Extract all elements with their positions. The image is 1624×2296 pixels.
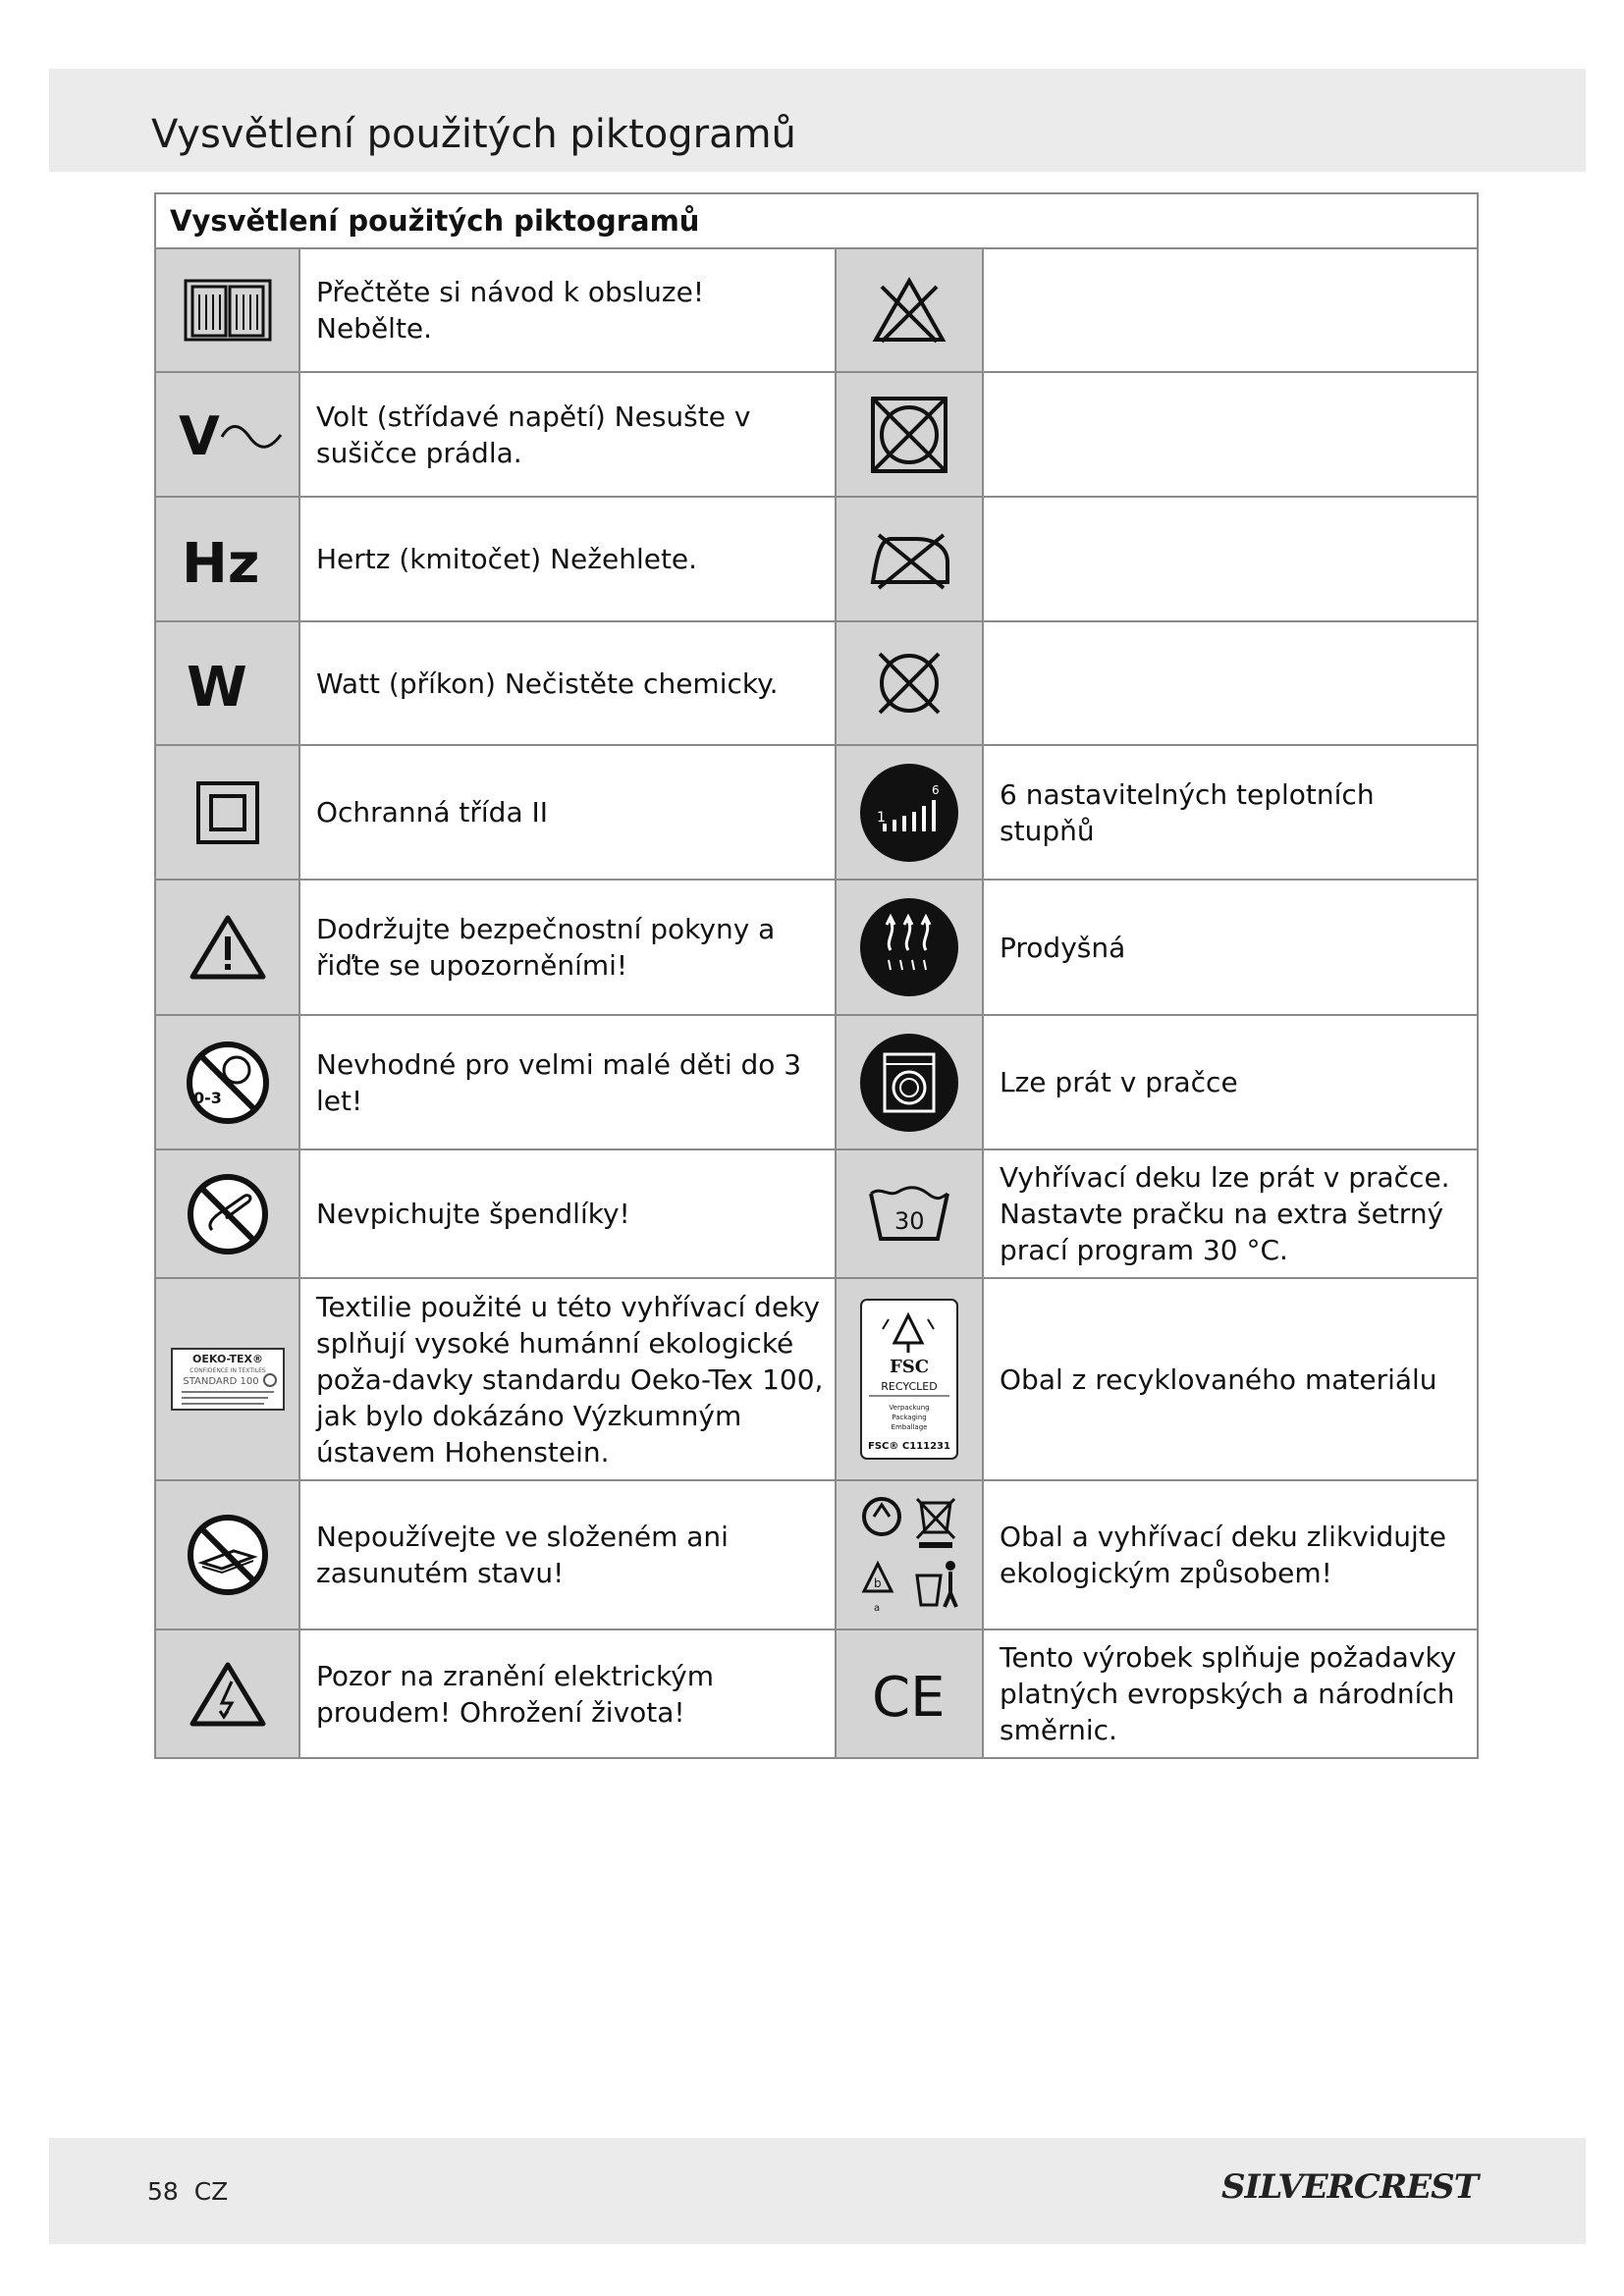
manual-book-icon [155, 248, 299, 372]
svg-text:Packaging: Packaging [892, 1414, 927, 1421]
row-text: Tento výrobek splňuje požadavky platných evropských a národních směrnic. [983, 1629, 1478, 1758]
not-for-infants-icon [155, 1015, 299, 1149]
table-row [155, 880, 1478, 1015]
no-iron-icon [836, 497, 983, 621]
watt-icon [155, 621, 299, 745]
page-title: Vysvětlení použitých piktogramů [151, 112, 796, 157]
table-row [155, 621, 1478, 745]
warning-triangle-icon [155, 880, 299, 1015]
row-text: Prodyšná [983, 880, 1478, 1015]
table-row [155, 745, 1478, 880]
wash-30-icon [836, 1149, 983, 1278]
no-bleach-icon [836, 248, 983, 372]
volt-ac-icon [155, 372, 299, 497]
table-row [155, 1015, 1478, 1149]
svg-text:RECYCLED: RECYCLED [881, 1380, 938, 1393]
row-text: Nevhodné pro velmi malé děti do 3 let! [299, 1015, 836, 1149]
electric-shock-warning-icon [155, 1629, 299, 1758]
svg-text:FSC® C111231: FSC® C111231 [868, 1441, 950, 1452]
table-row [155, 1629, 1478, 1758]
svg-text:OEKO-TEX®: OEKO-TEX® [191, 1353, 263, 1365]
protection-class-ii-icon [155, 745, 299, 880]
temperature-levels-icon [836, 745, 983, 880]
svg-text:CONFIDENCE IN TEXTILES: CONFIDENCE IN TEXTILES [189, 1367, 266, 1374]
row-text [983, 621, 1478, 745]
recycling-disposal-icon [836, 1480, 983, 1629]
svg-text:W: W [186, 656, 247, 716]
svg-text:0-3: 0-3 [192, 1088, 222, 1107]
svg-text:a: a [874, 1603, 881, 1614]
row-text: Volt (střídavé napětí) Nesušte v sušičce prádla. [299, 372, 836, 497]
row-text [983, 497, 1478, 621]
washing-machine-icon [836, 1015, 983, 1149]
oeko-tex-label-icon [155, 1278, 299, 1480]
brand-logo: SILVERCREST [1221, 2167, 1478, 2207]
table-row [155, 372, 1478, 497]
row-text: Obal z recyklovaného materiálu [983, 1278, 1478, 1480]
svg-text:CE: CE [872, 1665, 946, 1724]
row-text [983, 248, 1478, 372]
svg-text:STANDARD 100: STANDARD 100 [182, 1376, 259, 1387]
row-text: Ochranná třída II [299, 745, 836, 880]
row-text: Pozor na zranění elektrickým proudem! Ohrožení života! [299, 1629, 836, 1758]
row-text: Lze prát v pračce [983, 1015, 1478, 1149]
breathable-icon [836, 880, 983, 1015]
table-row [155, 497, 1478, 621]
fsc-recycled-icon [836, 1278, 983, 1480]
row-text: Watt (příkon) Nečistěte chemicky. [299, 621, 836, 745]
table-row [155, 1278, 1478, 1480]
table-title: Vysvětlení použitých piktogramů [155, 193, 1478, 248]
page-number: 58 CZ [147, 2177, 229, 2206]
svg-text:Emballage: Emballage [891, 1423, 928, 1431]
row-text: Přečtěte si návod k obsluze! Nebělte. [299, 248, 836, 372]
ce-mark-icon [836, 1629, 983, 1758]
no-dry-clean-icon [836, 621, 983, 745]
pictogram-table [154, 192, 1479, 1759]
table-row [155, 248, 1478, 372]
no-tumble-dry-icon [836, 372, 983, 497]
row-text: Nevpichujte špendlíky! [299, 1149, 836, 1278]
svg-text:Hz: Hz [181, 531, 259, 592]
header-band [49, 69, 1586, 172]
row-text: Obal a vyhřívací deku zlikvidujte ekologickým způsobem! [983, 1480, 1478, 1629]
hertz-icon [155, 497, 299, 621]
svg-text:30: 30 [894, 1206, 925, 1235]
table-row [155, 1149, 1478, 1278]
footer-band [49, 2138, 1586, 2244]
row-text: Hertz (kmitočet) Nežehlete. [299, 497, 836, 621]
row-text: Dodržujte bezpečnostní pokyny a řiďte se upozorněními! [299, 880, 836, 1015]
svg-text:6: 6 [932, 782, 940, 797]
table-row [155, 1480, 1478, 1629]
no-folded-use-icon [155, 1480, 299, 1629]
row-text: 6 nastavitelných teplotních stupňů [983, 745, 1478, 880]
svg-text:V: V [178, 404, 220, 464]
svg-text:Verpackung: Verpackung [889, 1404, 930, 1412]
row-text: Textilie použité u této vyhřívací deky splňují vysoké humánní ekologické poža-davky standardu Oeko-Tex 100, jak bylo dokázáno Výzkumným ústavem Hohenstein. [299, 1278, 836, 1480]
row-text: Nepoužívejte ve složeném ani zasunutém stavu! [299, 1480, 836, 1629]
svg-text:1: 1 [877, 809, 886, 826]
table-title-row [155, 193, 1478, 248]
svg-text:FSC: FSC [889, 1357, 930, 1377]
row-text [983, 372, 1478, 497]
row-text: Vyhřívací deku lze prát v pračce. Nastavte pračku na extra šetrný prací program 30 °C. [983, 1149, 1478, 1278]
no-pins-icon [155, 1149, 299, 1278]
svg-text:b: b [874, 1576, 882, 1590]
